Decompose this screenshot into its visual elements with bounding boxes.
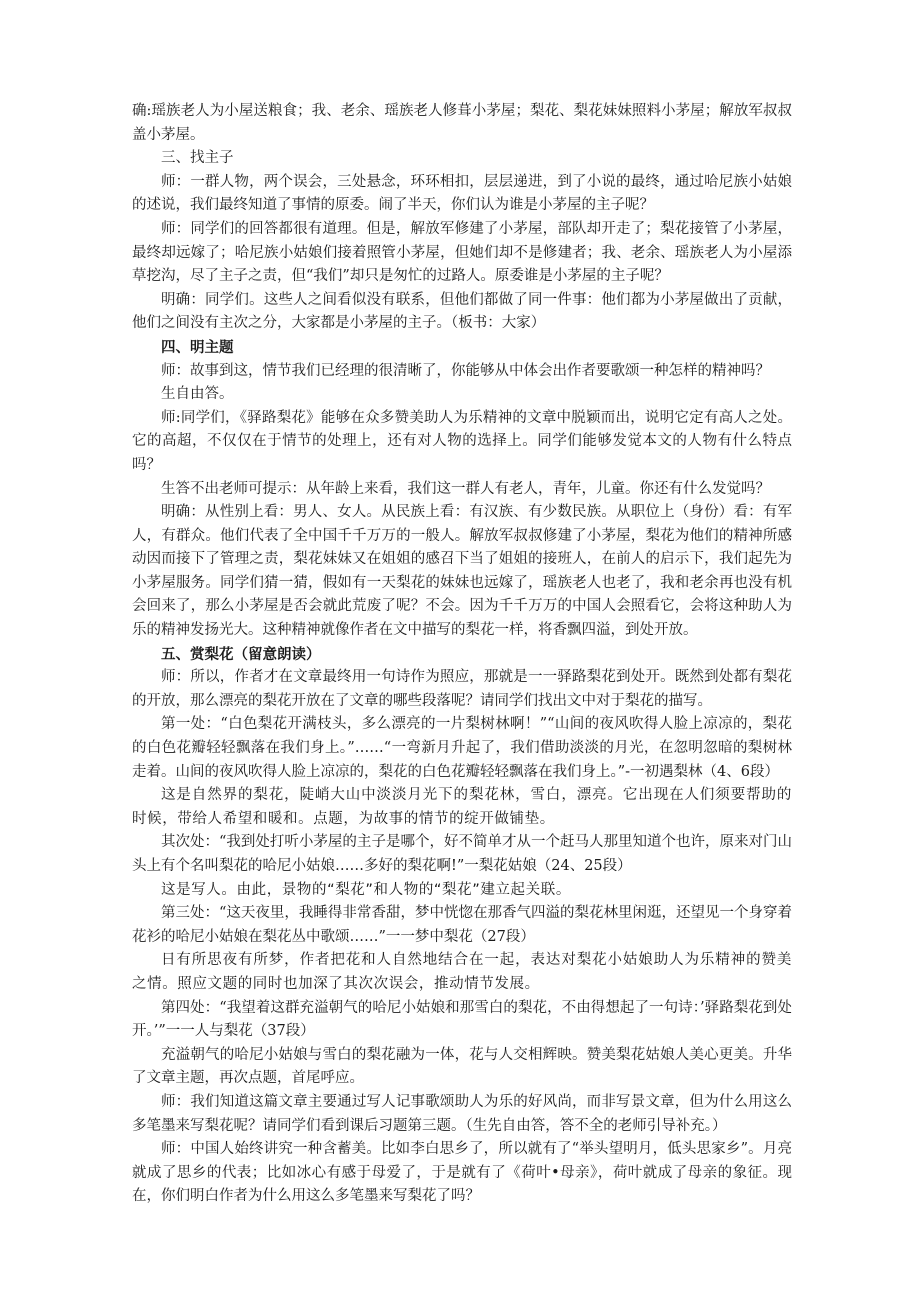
paragraph: 明确：从性别上看：男人、女人。从民族上看：有汉族、有少数民族。从职位上（身份）看：有军人，有群众。他们代表了全中国千千万万的一般人。解放军叔叔修建了小茅屋，梨花为他们的精神所感动因而接下了管理之责，梨花妹妹又在姐姐的感召下当了姐姐的接班人，在前人的启示下，我们起先为小茅屋服务。同学们猜一猜，假如有一天梨花的妹妹也远嫁了，瑶族老人也老了，我和老余再也没有机会回来了，那么小茅屋是否会就此荒废了呢？不会。因为千千万万的中国人会照看它，会将这种助人为乐的精神发扬光大。这种精神就像作者在文中描写的梨花一样，将香飘四溢，到处开放。	[132, 504, 792, 639]
paragraph-commentary: 日有所思夜有所梦，作者把花和人自然地结合在一起，表达对梨花小姑娘助人为乐精神的赞美之情。照应文题的同时也加深了其次次误会，推动情节发展。	[132, 952, 792, 992]
document-page	[132, 100, 792, 1209]
section-heading-5: 五、赏梨花（留意朗读）	[161, 645, 321, 663]
paragraph: 生答不出老师可提示：从年龄上来看，我们这一群人有老人，青年，儿童。你还有什么发觉吗？	[161, 480, 770, 497]
paragraph: 师：同学们的回答都很有道理。但是，解放军修建了小茅屋，部队却开走了；梨花接管了小茅屋，最终却远嫁了；哈尼族小姑娘们接着照管小茅屋，但她们却不是修建者；我、老余、瑶族老人为小屋添草挖沟，尽了主子之责，但“我们”却只是匆忙的过路人。原委谁是小茅屋的主子呢？	[132, 220, 792, 285]
paragraph: 充溢朝气的哈尼小姑娘与雪白的梨花融为一体，花与人交相辉映。赞美梨花姑娘人美心更美。升华了文章主题，再次点题，首尾呼应。	[132, 1046, 792, 1087]
paragraph: 第一处：“白色梨花开满枝头，多么漂亮的一片梨树林啊！”“山间的夜风吹得人脸上凉凉的，梨花的白色花瓣轻轻飘落在我们身上。”……“一弯新月升起了，我们借助淡淡的月光，在忽明忽暗的梨树林走着。山间的夜风吹得人脸上凉凉的，梨花的白色花瓣轻轻飘落在我们身上。”-一初遇梨林（4、6段）	[132, 716, 792, 780]
paragraph: 师：一群人物，两个误会，三处悬念，环环相扣，层层递进，到了小说的最终，通过哈尼族小姑娘的述说，我们最终知道了事情的原委。闹了半天，你们认为谁是小茅屋的主子呢？	[132, 173, 792, 214]
paragraph: 其次处：“我到处打听小茅屋的主子是哪个，好不简单才从一个赶马人那里知道个也许，原来对门山头上有个名叫梨花的哈尼小姑娘……多好的梨花啊!”一梨花姑娘（24、25段）	[132, 834, 792, 874]
paragraph-commentary: 这是自然界的梨花，陡峭大山中淡淡月光下的梨花林，雪白，漂亮。它出现在人们须要帮助的时候，带给人希望和暖和。点题，为故事的情节的绽开做铺垫。	[132, 787, 792, 827]
paragraph: 师:同学们，《驿路梨花》能够在众多赞美助人为乐精神的文章中脱颖而出，说明它定有高人之处。它的高超，不仅仅在于情节的处理上，还有对人物的选择上。同学们能够发觉本文的人物有什么特点吗？	[132, 409, 792, 473]
paragraph: 生自由答。	[161, 386, 234, 403]
paragraph: 师：故事到这，情节我们已经理的很清晰了，你能够从中体会出作者要歌颂一种怎样的精神吗？	[161, 362, 770, 379]
paragraph: 师：中国人始终讲究一种含蓄美。比如李白思乡了，所以就有了“举头望明月，低头思家乡”。月亮就成了思乡的代表；比如冰心有感于母爱了，于是就有了《荷叶•母亲》，荷叶就成了母亲的象征。现在，你们明白作者为什么用这么多笔墨来写梨花了吗？	[132, 1141, 792, 1205]
paragraph: 第四处：“我望着这群充溢朝气的哈尼小姑娘和那雪白的梨花，不由得想起了一句诗：’驿路梨花到处开。’”一一人与梨花（37段）	[132, 999, 792, 1040]
paragraph-commentary: 这是写人。由此，景物的“梨花”和人物的“梨花”建立起关联。	[161, 881, 571, 898]
paragraph: 师：所以，作者才在文章最终用一句诗作为照应，那就是一一驿路梨花到处开。既然到处都有梨花的开放，那么漂亮的梨花开放在了文章的哪些段落呢？请同学们找出文中对于梨花的描写。	[132, 669, 792, 709]
paragraph: 师：我们知道这篇文章主要通过写人记事歌颂助人为乐的好风尚，而非写景文章，但为什么用这么多笔墨来写梨花呢？请同学们看到课后习题第三题。（生先自由答，答不全的老师引导补充。）	[132, 1093, 792, 1134]
section-heading-4: 四、明主题	[161, 338, 234, 356]
paragraph: 明确：同学们。这些人之间看似没有联系，但他们都做了同一件事：他们都为小茅屋做出了贡献，他们之间没有主次之分，大家都是小茅屋的主子。（板书：大家）	[132, 291, 792, 332]
section-heading-3: 三、找主子	[161, 150, 234, 167]
paragraph-answer-continued: 确:瑶族老人为小屋送粮食；我、老余、瑶族老人修葺小茅屋；梨花、梨花妹妹照料小茅屋；解放军叔叔盖小茅屋。	[132, 103, 792, 143]
paragraph: 第三处：“这天夜里，我睡得非常香甜，梦中恍惚在那香气四溢的梨花林里闲逛，还望见一个身穿着花衫的哈尼小姑娘在梨花丛中歌颂……”一一梦中梨花（27段）	[132, 905, 792, 945]
